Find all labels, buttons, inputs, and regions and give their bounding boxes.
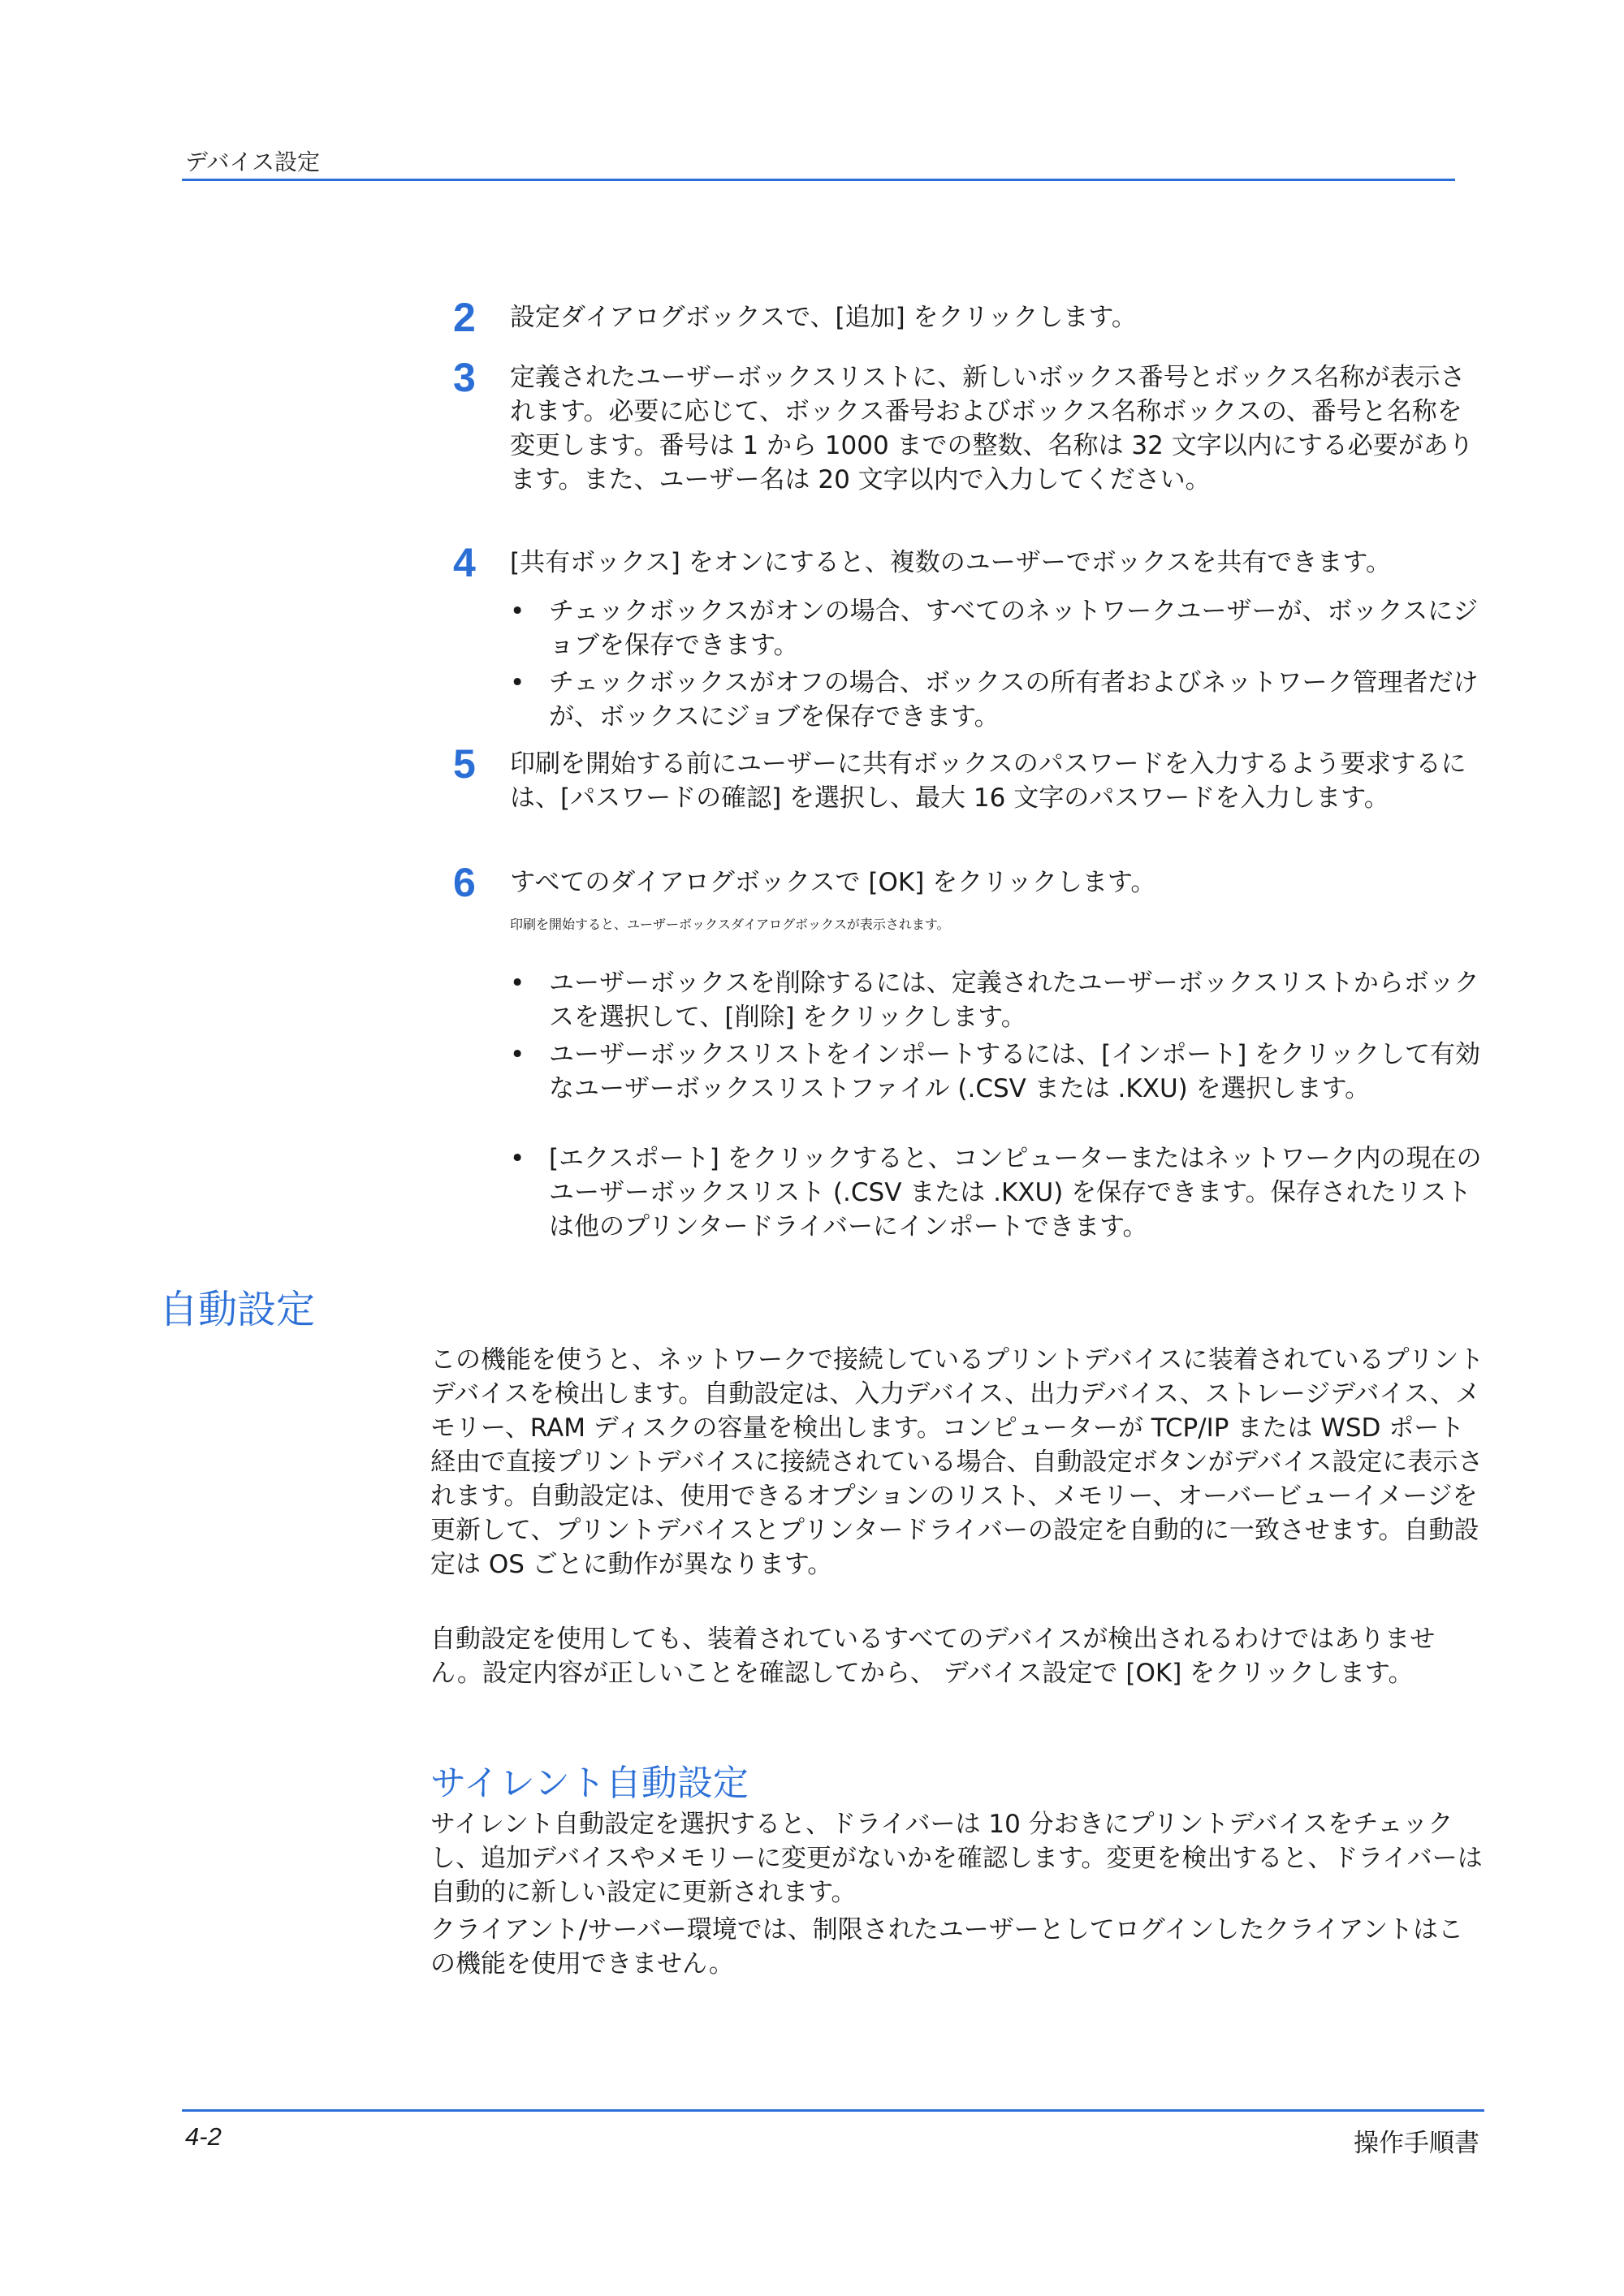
page-number: 4-2 xyxy=(185,2122,222,2151)
list-item xyxy=(510,966,1484,1034)
step-number: 6 xyxy=(453,860,476,905)
list-item xyxy=(510,1142,1484,1244)
bullet-dot: • xyxy=(510,1144,525,1173)
step-3 xyxy=(453,355,1484,497)
step-2 xyxy=(453,295,1484,340)
bullet-dot: • xyxy=(510,668,525,697)
bullet-dot: • xyxy=(510,597,525,626)
step-number: 4 xyxy=(453,540,476,585)
footer-title: 操作手順書 xyxy=(1354,2129,1479,2158)
step-text: 設定ダイアログボックスで、[追加] をクリックします。 xyxy=(510,303,1137,332)
bullet-dot: • xyxy=(510,969,525,998)
list-item xyxy=(510,594,1484,662)
bullet-text: ユーザーボックスを削除するには、定義されたユーザーボックスリストからボックスを選択して、[削除] をクリックします。 xyxy=(549,969,1479,1032)
step-5 xyxy=(453,741,1484,815)
step-text: 印刷を開始する前にユーザーに共有ボックスのパスワードを入力するよう要求するには、[パスワードの確認] を選択し、最大 16 文字のパスワードを入力します。 xyxy=(510,749,1466,813)
body-paragraph: クライアント/サーバー環境では、制限されたユーザーとしてログインしたクライアントはこの機能を使用できません。 xyxy=(430,1915,1464,1979)
bullet-text: ユーザーボックスリストをインポートするには、[インポート] をクリックして有効なユーザーボックスリストファイル (.CSV または .KXU) を選択します。 xyxy=(549,1040,1480,1103)
step-text: [共有ボックス] をオンにすると、複数のユーザーでボックスを共有できます。 xyxy=(510,548,1391,577)
section-heading: 自動設定 xyxy=(159,1287,316,1332)
bullet-dot: • xyxy=(510,1040,525,1069)
list-item xyxy=(510,1038,1484,1106)
body-paragraph: この機能を使うと、ネットワークで接続しているプリントデバイスに装着されているプリントデバイスを検出します。自動設定は、入力デバイス、出力デバイス、ストレージデバイス、メモリー、RAM ディスクの容量を検出します。コンピューターが TCP/IP または WSD ポート経由で直接プリントデバイスに接続されている場合、自動設定ボタンがデバイス設定に表示されます。自動設定は、使用できるオプションのリスト、メモリー、オーバービューイメージを更新して、プリントデバイスとプリンタードライバーの設定を自動的に一致させます。自動設定は OS ごとに動作が異なります。 xyxy=(430,1345,1484,1579)
bullet-text: チェックボックスがオフの場合、ボックスの所有者およびネットワーク管理者だけが、ボックスにジョブを保存できます。 xyxy=(549,668,1479,732)
bullet-text: チェックボックスがオンの場合、すべてのネットワークユーザーが、ボックスにジョブを保存できます。 xyxy=(549,597,1479,660)
bullet-text: [エクスポート] をクリックすると、コンピューターまたはネットワーク内の現在のユーザーボックスリスト (.CSV または .KXU) を保存できます。保存されたリストは他のプリンタードライバーにインポートできます。 xyxy=(549,1144,1482,1241)
body-paragraph: サイレント自動設定を選択すると、ドライバーは 10 分おきにプリントデバイスをチェックし、追加デバイスやメモリーに変更がないかを確認します。変更を検出すると、ドライバーは自動的に新しい設定に更新されます。 xyxy=(430,1810,1483,1907)
footer-rule xyxy=(182,2109,1484,2112)
list-item xyxy=(510,666,1484,734)
step-number: 3 xyxy=(453,355,476,400)
step-4 xyxy=(453,540,1484,585)
step-number: 5 xyxy=(453,741,476,787)
step-note: 印刷を開始すると、ユーザーボックスダイアログボックスが表示されます。 xyxy=(510,917,950,932)
subsection-heading: サイレント自動設定 xyxy=(430,1763,749,1804)
header-rule xyxy=(182,179,1455,181)
step-6 xyxy=(453,860,1484,905)
body-paragraph: 自動設定を使用しても、装着されているすべてのデバイスが検出されるわけではありません。設定内容が正しいことを確認してから、 デバイス設定で [OK] をクリックします。 xyxy=(430,1625,1436,1688)
step-text: すべてのダイアログボックスで [OK] をクリックします。 xyxy=(510,868,1156,897)
step-number: 2 xyxy=(453,295,476,340)
running-header: デバイス設定 xyxy=(185,149,321,175)
step-text: 定義されたユーザーボックスリストに、新しいボックス番号とボックス名称が表示されます。必要に応じて、ボックス番号およびボックス名称ボックスの、番号と名称を変更します。番号は 1 から 1000 までの整数、名称は 32 文字以内にする必要があります。また、ユーザー名は 20 文字以内で入力してください。 xyxy=(510,363,1474,494)
